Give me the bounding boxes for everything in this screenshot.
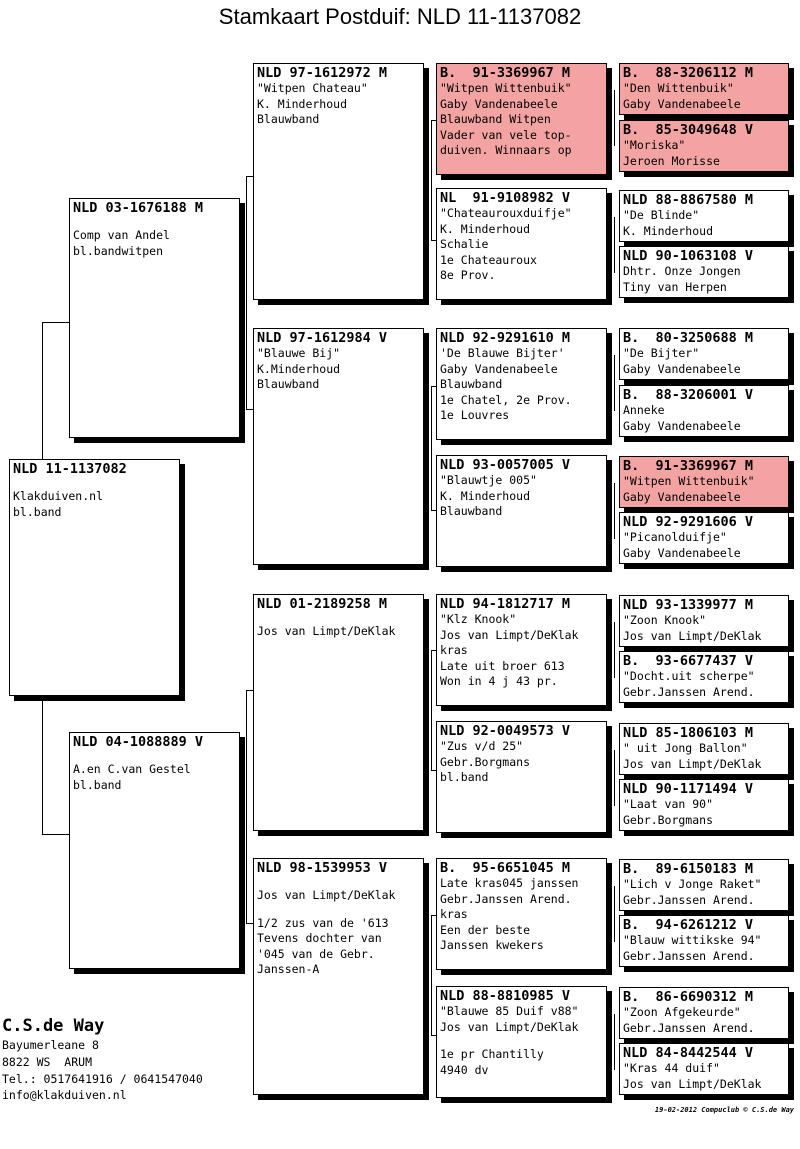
pedigree-line: Anneke (623, 403, 665, 417)
pedigree-line: 'De Blauwe Bijter' (440, 346, 565, 360)
pedigree-line: Blauwband (257, 377, 320, 391)
ring-number: B. 88-3206112 M (623, 65, 754, 81)
subject-box[interactable] (9, 459, 180, 696)
owner-email[interactable]: info@klakduiven.nl (2, 1088, 127, 1102)
mff-box[interactable] (436, 594, 607, 706)
connector (614, 622, 615, 678)
ring-number: NLD 84-8442544 V (623, 1045, 754, 1061)
pedigree-line: Jeroen Morisse (623, 153, 720, 168)
pedigree-line: Gebr.Janssen Arend. (623, 1020, 755, 1035)
ring-number: NLD 11-1137082 (13, 461, 127, 477)
connector (431, 650, 432, 770)
ring-number: NLD 98-1539953 V (257, 860, 388, 876)
ring-number: B. 91-3369967 M (440, 65, 571, 81)
connector (42, 700, 43, 834)
connector (431, 120, 432, 240)
pedigree-line: Blauwband (440, 504, 503, 518)
pedigree-line: Gebr.Janssen Arend. (440, 891, 572, 906)
pedigree-line: bl.band (73, 777, 122, 792)
ring-number: NL 91-9108982 V (440, 190, 571, 206)
connector (431, 915, 432, 1035)
spacer (257, 876, 420, 888)
g4-box[interactable] (619, 723, 789, 775)
g4-box[interactable] (619, 651, 789, 703)
pedigree-line: kras (440, 907, 468, 921)
mother-box[interactable] (69, 732, 240, 969)
ff-box[interactable] (253, 63, 424, 300)
g4-box[interactable] (619, 915, 789, 967)
pedigree-line: 1e Chateauroux (440, 252, 537, 267)
ring-number: NLD 97-1612972 M (257, 65, 388, 81)
pedigree-line: K. Minderhoud (440, 221, 531, 236)
pedigree-line: "Den Wittenbuik" (623, 81, 734, 95)
pedigree-line: " uit Jong Ballon" (623, 741, 748, 755)
pedigree-line: "Blauw wittikske 94" (623, 933, 762, 947)
ring-number: B. 94-6261212 V (623, 917, 754, 933)
pedigree-line: K. Minderhoud (257, 96, 348, 111)
spacer (73, 216, 236, 228)
g4-box[interactable] (619, 246, 789, 298)
ffm-box[interactable] (436, 188, 607, 300)
pedigree-line: Late kras045 janssen (440, 876, 579, 890)
ring-number: NLD 04-1088889 V (73, 734, 204, 750)
pedigree-line: "Zoon Afgekeurde" (623, 1005, 741, 1019)
pedigree-line: duiven. Winnaars op (440, 143, 572, 157)
owner-address: Bayumerleane 8 (2, 1038, 99, 1052)
connector (246, 690, 247, 923)
pedigree-line: "Witpen Wittenbuik" (440, 81, 572, 95)
owner-city: 8822 WS ARUM (2, 1055, 93, 1069)
pedigree-line: Gebr.Borgmans (440, 754, 531, 769)
mfm-box[interactable] (436, 721, 607, 833)
pedigree-line: 1e Chatel, 2e Prov. (440, 392, 572, 407)
pedigree-line: Tiny van Herpen (623, 279, 727, 294)
pedigree-line: "Witpen Chateau" (257, 81, 368, 95)
spacer (257, 904, 420, 916)
ring-number: B. 88-3206001 V (623, 387, 754, 403)
pedigree-line: Jos van Limpt/DeKlak (623, 628, 762, 643)
pedigree-line: Vader van vele top- (440, 127, 572, 142)
pedigree-line: K.Minderhoud (257, 361, 341, 376)
pedigree-line: "Blauwe 85 Duif v88" (440, 1004, 579, 1018)
ring-number: NLD 88-8810985 V (440, 988, 571, 1004)
page-title: Stamkaart Postduif: NLD 11-1137082 (218, 4, 582, 29)
pedigree-line: '045 van de Gebr. (257, 946, 375, 961)
pedigree-line: Blauwband (440, 377, 503, 391)
pedigree-line: "Docht.uit scherpe" (623, 669, 755, 683)
ring-number: NLD 92-0049573 V (440, 723, 571, 739)
pedigree-line: Een der beste (440, 922, 531, 937)
pedigree-line: "Picanolduifje" (623, 530, 727, 544)
pedigree-line: "Moriska" (623, 138, 686, 152)
pedigree-line: Gebr.Janssen Arend. (623, 892, 755, 907)
ring-number: NLD 90-1063108 V (623, 248, 754, 264)
connector (42, 834, 69, 835)
pedigree-line: bl.bandwitpen (73, 243, 164, 258)
ring-number: B. 80-3250688 M (623, 330, 754, 346)
pedigree-line: Jos van Limpt/DeKlak (257, 888, 396, 902)
mf-box[interactable] (253, 594, 424, 831)
pedigree-line: K. Minderhoud (623, 223, 714, 238)
connector (246, 176, 247, 409)
spacer (73, 750, 236, 762)
connector (614, 750, 615, 806)
pedigree-line: "Blauwtje 005" (440, 473, 537, 487)
pedigree-line: Schalie (440, 237, 489, 251)
pedigree-line: "De Blinde" (623, 208, 700, 222)
g4-box[interactable] (619, 779, 789, 831)
ring-number: NLD 92-9291610 M (440, 330, 571, 346)
g4-box[interactable] (619, 328, 789, 380)
pedigree-line: "Laat van 90" (623, 797, 714, 811)
ring-number: NLD 92-9291606 V (623, 514, 754, 530)
pedigree-line: 8e Prov. (440, 268, 496, 282)
fff-box[interactable] (436, 63, 607, 175)
ring-number: NLD 85-1806103 M (623, 725, 754, 741)
g4-box[interactable] (619, 1043, 789, 1095)
fmf-box[interactable] (436, 328, 607, 440)
g4-box[interactable] (619, 512, 789, 564)
ring-number: NLD 90-1171494 V (623, 781, 754, 797)
pedigree-line: Gaby Vandenabeele (623, 545, 741, 560)
pedigree-line: 4940 dv (440, 1062, 489, 1077)
g4-box[interactable] (619, 456, 789, 508)
pedigree-line: Jos van Limpt/DeKlak (440, 627, 579, 642)
ring-number: NLD 88-8867580 M (623, 192, 754, 208)
pedigree-line: Comp van Andel (73, 228, 170, 242)
pedigree-line: A.en C.van Gestel (73, 762, 191, 776)
pedigree-line: "Zus v/d 25" (440, 739, 524, 753)
pedigree-line: "Kras 44 duif" (623, 1061, 720, 1075)
ring-number: NLD 03-1676188 M (73, 200, 204, 216)
ring-number: NLD 97-1612984 V (257, 330, 388, 346)
g4-box[interactable] (619, 987, 789, 1039)
pedigree-line: Gebr.Janssen Arend. (623, 684, 755, 699)
pedigree-line: 1e Louvres (440, 408, 510, 422)
pedigree-line: Blauwband Witpen (440, 112, 551, 126)
ring-number: B. 93-6677437 V (623, 653, 754, 669)
pedigree-line: 1e pr Chantilly (440, 1047, 544, 1061)
pedigree-line: Blauwband (257, 112, 320, 126)
g4-box[interactable] (619, 120, 789, 172)
pedigree-line: bl.band (440, 770, 489, 784)
pedigree-line: 1/2 zus van de '613 (257, 915, 389, 930)
mmf-box[interactable] (436, 858, 607, 970)
pedigree-line: Jos van Limpt/DeKlak (623, 1076, 762, 1091)
pedigree-line: "Witpen Wittenbuik" (623, 474, 755, 488)
owner-phone: Tel.: 0517641916 / 0641547040 (2, 1072, 203, 1086)
ring-number: B. 86-6690312 M (623, 989, 754, 1005)
fm-box[interactable] (253, 328, 424, 565)
pedigree-line: Jos van Limpt/DeKlak (257, 624, 396, 638)
pedigree-line: "Klz Knook" (440, 612, 517, 626)
g4-box[interactable] (619, 190, 789, 242)
connector (42, 322, 69, 323)
pedigree-line: K. Minderhoud (440, 488, 531, 503)
spacer (13, 477, 176, 489)
ring-number: NLD 93-1339977 M (623, 597, 754, 613)
pedigree-line: bl.band (13, 504, 62, 519)
pedigree-line: Tevens dochter van (257, 931, 382, 945)
ring-number: NLD 01-2189258 M (257, 596, 388, 612)
connector (614, 90, 615, 146)
pedigree-line: Janssen kwekers (440, 938, 544, 952)
ring-number: B. 95-6651045 M (440, 860, 571, 876)
pedigree-line: Jos van Limpt/DeKlak (440, 1019, 579, 1034)
pedigree-line: Gebr.Borgmans (623, 812, 714, 827)
ring-number: B. 91-3369967 M (623, 458, 754, 474)
connector (614, 355, 615, 411)
ring-number: NLD 93-0057005 V (440, 457, 571, 473)
pedigree-line: kras (440, 643, 468, 657)
pedigree-line: Gaby Vandenabeele (623, 96, 741, 111)
pedigree-line: "Blauwe Bij" (257, 346, 341, 360)
mm-box[interactable] (253, 858, 424, 1095)
spacer (440, 1035, 603, 1047)
g4-box[interactable] (619, 595, 789, 647)
g4-box[interactable] (619, 385, 789, 437)
pedigree-line: "De Bijter" (623, 346, 700, 360)
pedigree-line: Gebr.Janssen Arend. (623, 948, 755, 963)
ring-number: B. 89-6150183 M (623, 861, 754, 877)
pedigree-line: Gaby Vandenabeele (440, 361, 558, 376)
connector (431, 386, 432, 510)
pedigree-line: Gaby Vandenabeele (440, 96, 558, 111)
connector (614, 1014, 615, 1070)
pedigree-line: Late uit broer 613 (440, 658, 565, 673)
connector (614, 217, 615, 273)
pedigree-line: "Zoon Knook" (623, 613, 707, 627)
ring-number: NLD 94-1812717 M (440, 596, 571, 612)
pedigree-line: Jos van Limpt/DeKlak (623, 756, 762, 771)
connector (614, 483, 615, 539)
pedigree-line: "Lich v Jonge Raket" (623, 877, 762, 891)
pedigree-line: Klakduiven.nl (13, 489, 104, 503)
pedigree-line: Won in 4 j 43 pr. (440, 674, 558, 688)
footer-credit: 19-02-2012 Compuclub © C.S.de Way (654, 1106, 794, 1114)
pedigree-line: Gaby Vandenabeele (623, 361, 741, 376)
father-box[interactable] (69, 198, 240, 438)
pedigree-line: Dhtr. Onze Jongen (623, 264, 741, 278)
g4-box[interactable] (619, 859, 789, 911)
connector (614, 886, 615, 942)
owner-name: C.S.de Way (2, 1016, 105, 1036)
g4-box[interactable] (619, 63, 789, 115)
spacer (257, 612, 420, 624)
fmm-box[interactable] (436, 455, 607, 567)
pedigree-line: Gaby Vandenabeele (623, 418, 741, 433)
pedigree-line: "Chateaurouxduifje" (440, 206, 572, 220)
mmm-box[interactable] (436, 986, 607, 1098)
pedigree-line: Gaby Vandenabeele (623, 489, 741, 504)
pedigree-line: Janssen-A (257, 962, 320, 976)
connector (42, 322, 43, 460)
ring-number: B. 85-3049648 V (623, 122, 754, 138)
